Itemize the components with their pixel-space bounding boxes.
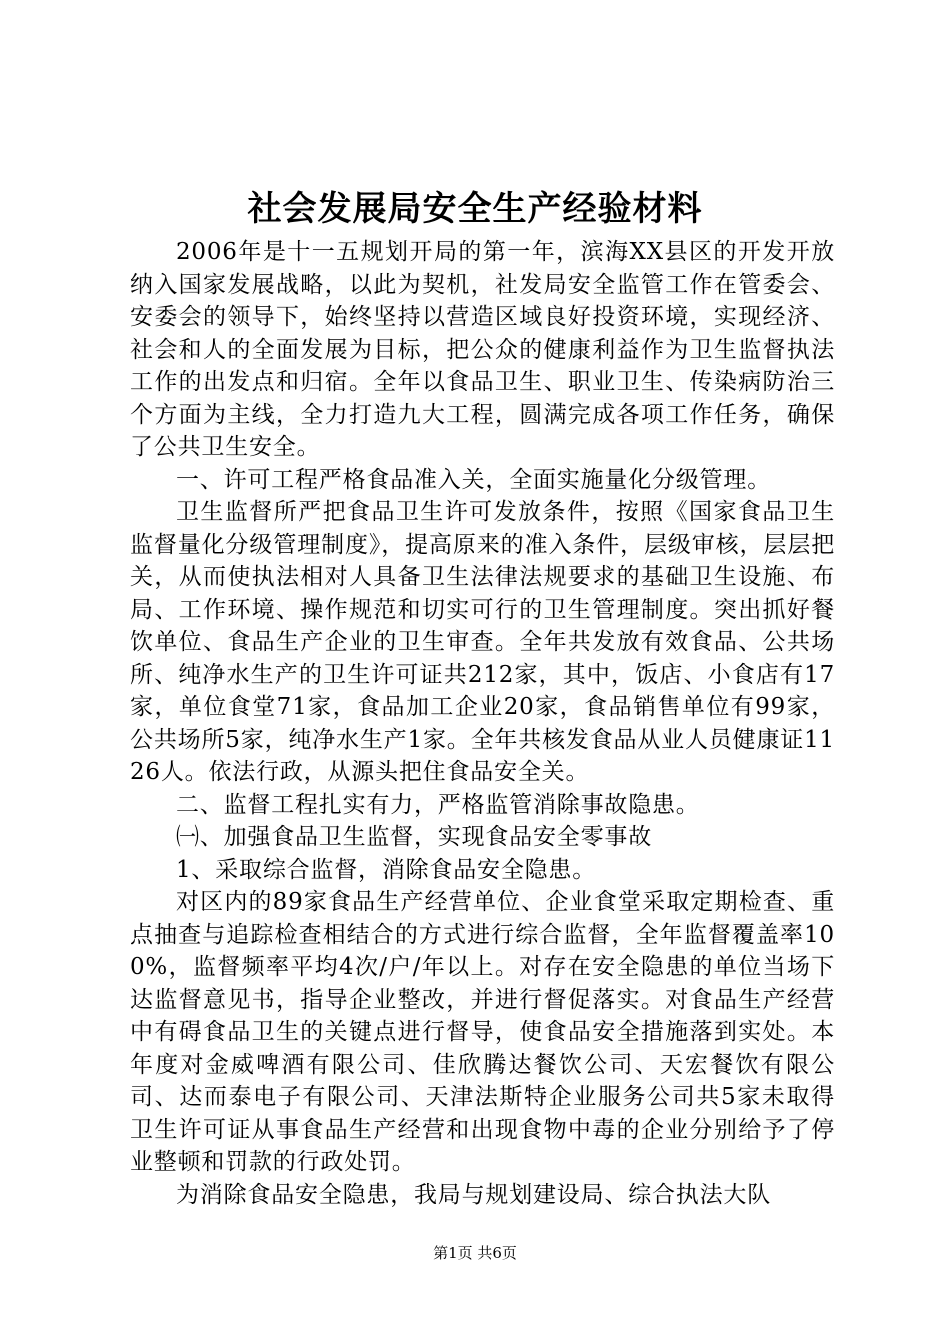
section-heading-supervision: 二、监督工程扎实有力，严格监管消除事故隐患。 (176, 791, 700, 818)
paragraph-hazard-elimination: 为消除食品安全隐患，我局与规划建设局、综合执法大队 (176, 1181, 771, 1208)
paragraph-supervision: 对区内的89家食品生产经营单位、企业食堂采取定期检查、重点抽查与追踪检查相结合的方式进行综合监督，全年监督覆盖率100%，监督频率平均4次/户/年以上。对存在安全隐患的单位当场下达监督意见书，指导企业整改，并进行督促落实。对食品生产经营中有碍食品卫生的关键点进行督导，使食品安全措施落到实处。本年度对金威啤酒有限公司、佳欣腾达餐饮公司、天宏餐饮有限公司、达而泰电子有限公司、天津法斯特企业服务公司共5家未取得卫生许可证从事食品生产经营和出现食物中毒的企业分别给予了停业整顿和罚款的行政处罚。 (130, 889, 835, 1175)
paragraph-licensing: 卫生监督所严把食品卫生许可发放条件，按照《国家食品卫生监督量化分级管理制度》，提高原来的准入条件，层级审核，层层把关，从而使执法相对人具备卫生法律法规要求的基础卫生设施、布局、工作环境、操作规范和切实可行的卫生管理制度。突出抓好餐饮单位、食品生产企业的卫生审查。全年共发放有效食品、公共场所、纯净水生产的卫生许可证共212家，其中，饭店、小食店有17家，单位食堂71家，食品加工企业20家，食品销售单位有99家，公共场所5家，纯净水生产1家。全年共核发食品从业人员健康证1126人。依法行政，从源头把住食品安全关。 (130, 499, 835, 785)
subsection-heading-food-hygiene: ㈠、加强食品卫生监督，实现食品安全零事故 (176, 824, 652, 850)
page-number-footer: 第1页 共6页 (433, 1244, 517, 1262)
section-heading-licensing: 一、许可工程严格食品准入关，全面实施量化分级管理。 (176, 466, 771, 493)
paragraph-intro: 2006年是十一五规划开局的第一年，滨海XX县区的开发开放纳入国家发展战略，以此为契机，社发局安全监管工作在管委会、安委会的领导下，始终坚持以营造区域良好投资环境，实现经济、社会和人的全面发展为目标，把公众的健康利益作为卫生监督执法工作的出发点和归宿。全年以食品卫生、职业卫生、传染病防治三个方面为主线，全力打造九大工程，圆满完成各项工作任务，确保了公共卫生安全。 (130, 239, 835, 460)
document-body (130, 236, 835, 1211)
item-heading-comprehensive-supervision: 1、采取综合监督，消除食品安全隐患。 (176, 856, 597, 883)
document-title: 社会发展局安全生产经验材料 (247, 189, 703, 229)
